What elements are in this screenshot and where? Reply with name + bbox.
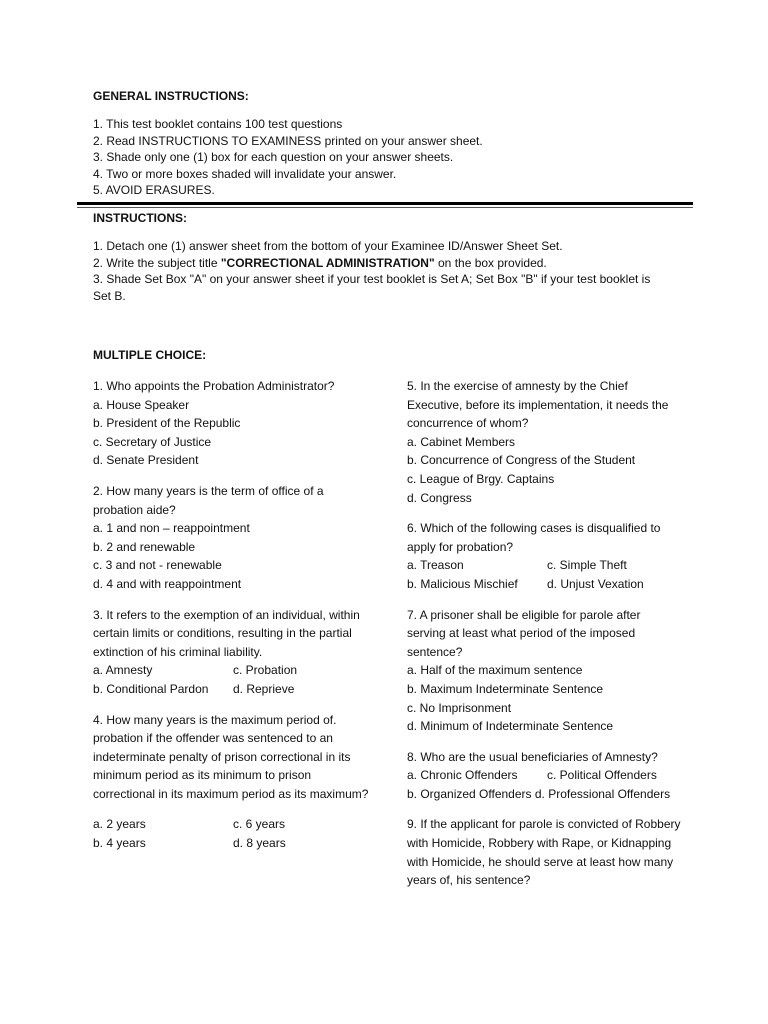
option: d. Minimum of Indeterminate Sentence — [407, 719, 614, 734]
question-stem: 8. Who are the usual beneficiaries of Amnesty? — [407, 749, 658, 764]
option: a. 1 and non – reappointment — [93, 521, 250, 536]
subject-title: "CORRECTIONAL ADMINISTRATION" — [220, 255, 435, 270]
option: b. Organized Offenders — [407, 786, 532, 801]
option-row — [93, 834, 375, 853]
general-instructions-title: GENERAL INSTRUCTIONS: — [93, 89, 249, 103]
question-8 — [407, 748, 682, 804]
option: a. Half of the maximum sentence — [407, 663, 583, 678]
question-4 — [93, 711, 375, 853]
option: a. 2 years — [93, 817, 146, 832]
option: b. Maximum Indeterminate Sentence — [407, 681, 604, 696]
instruction-item: 1. Detach one (1) answer sheet from the bottom of your Examinee ID/Answer Sheet Set. — [93, 239, 563, 253]
instructions-title: INSTRUCTIONS: — [93, 211, 187, 225]
instruction-text: 2. Write the subject title — [93, 255, 221, 270]
general-item: 5. AVOID ERASURES. — [93, 183, 215, 197]
question-stem: 9. If the applicant for parole is convicted of Robbery with Homicide, Robbery with Rape, or Kidnapping with Homicide, he should serve at least how many years of, his sentence? — [407, 817, 681, 888]
option: a. House Speaker — [93, 397, 190, 412]
option: b. 4 years — [93, 836, 146, 851]
general-item: 4. Two or more boxes shaded will invalidate your answer. — [93, 166, 397, 181]
option: c. Political Offenders — [547, 768, 657, 783]
question-stem: 5. In the exercise of amnesty by the Chief Executive, before its implementation, it needs the concurrence of whom? — [407, 379, 669, 431]
instruction-item — [93, 255, 653, 272]
question-5 — [407, 377, 682, 507]
question-9 — [407, 815, 682, 889]
option-row — [93, 680, 375, 699]
option: b. 2 and renewable — [93, 539, 196, 554]
instructions-list — [93, 238, 653, 304]
question-6 — [407, 519, 682, 593]
option: a. Amnesty — [93, 663, 153, 678]
option-row — [407, 556, 682, 575]
option: c. League of Brgy. Captains — [407, 471, 555, 486]
question-stem: 3. It refers to the exemption of an individual, within certain limits or conditions, resulting in the partial extinction of his criminal liability. — [93, 607, 360, 659]
question-column-left — [93, 377, 375, 865]
instruction-item: 3. Shade Set Box "A" on your answer sheet if your test booklet is Set A; Set Box "B" if your test booklet is Set B. — [93, 272, 651, 303]
option-row — [407, 766, 682, 785]
multiple-choice-title: MULTIPLE CHOICE: — [93, 348, 207, 362]
question-stem: 4. How many years is the maximum period of. probation if the offender was sentenced to an indeterminate penalty of prison correctional in its minimum period as its minimum to prison correctional in its maximum period as its maximum? — [93, 712, 369, 801]
option: c. Secretary of Justice — [93, 434, 212, 449]
option: c. Simple Theft — [547, 558, 627, 573]
option: a. Cabinet Members — [407, 434, 516, 449]
question-3 — [93, 606, 375, 699]
general-item: 2. Read INSTRUCTIONS TO EXAMINESS printed on your answer sheet. — [93, 133, 483, 148]
option: d. Congress — [407, 490, 472, 505]
option: c. 6 years — [233, 817, 286, 832]
option-row — [93, 661, 375, 680]
option: d. 4 and with reappointment — [93, 576, 242, 591]
option-row — [407, 785, 682, 804]
option: b. President of the Republic — [93, 416, 241, 431]
option: d. Unjust Vexation — [547, 576, 644, 591]
question-stem: 2. How many years is the term of office of a probation aide? — [93, 483, 324, 517]
general-item: 1. This test booklet contains 100 test questions — [93, 117, 343, 131]
question-stem: 6. Which of the following cases is disqualified to apply for probation? — [407, 521, 661, 554]
general-instructions-list — [93, 116, 693, 199]
question-stem: 7. A prisoner shall be eligible for parole after serving at least what period of the imposed sentence? — [407, 607, 641, 659]
question-1 — [93, 377, 375, 470]
option: b. Concurrence of Congress of the Student — [407, 453, 636, 468]
question-column-right — [407, 377, 682, 902]
option-row — [93, 815, 375, 834]
option: c. No Imprisonment — [407, 700, 512, 715]
option: c. 3 and not - renewable — [93, 558, 222, 573]
question-stem: 1. Who appoints the Probation Administrator? — [93, 379, 335, 393]
option: b. Conditional Pardon — [93, 681, 209, 696]
option-row — [407, 575, 682, 594]
option: c. Probation — [233, 663, 298, 678]
question-7 — [407, 606, 682, 736]
option: d. Reprieve — [233, 681, 295, 696]
instruction-text: on the box provided. — [434, 255, 547, 270]
general-item: 3. Shade only one (1) box for each question on your answer sheets. — [93, 150, 454, 164]
option: a. Treason — [407, 558, 464, 573]
option: d. Professional Offenders — [534, 786, 671, 801]
option: d. Senate President — [93, 453, 199, 468]
section-divider-thin — [77, 207, 693, 208]
option: d. 8 years — [233, 836, 286, 851]
section-divider — [77, 202, 693, 205]
option: b. Malicious Mischief — [407, 576, 518, 591]
question-2 — [93, 482, 375, 594]
option: a. Chronic Offenders — [407, 768, 518, 783]
